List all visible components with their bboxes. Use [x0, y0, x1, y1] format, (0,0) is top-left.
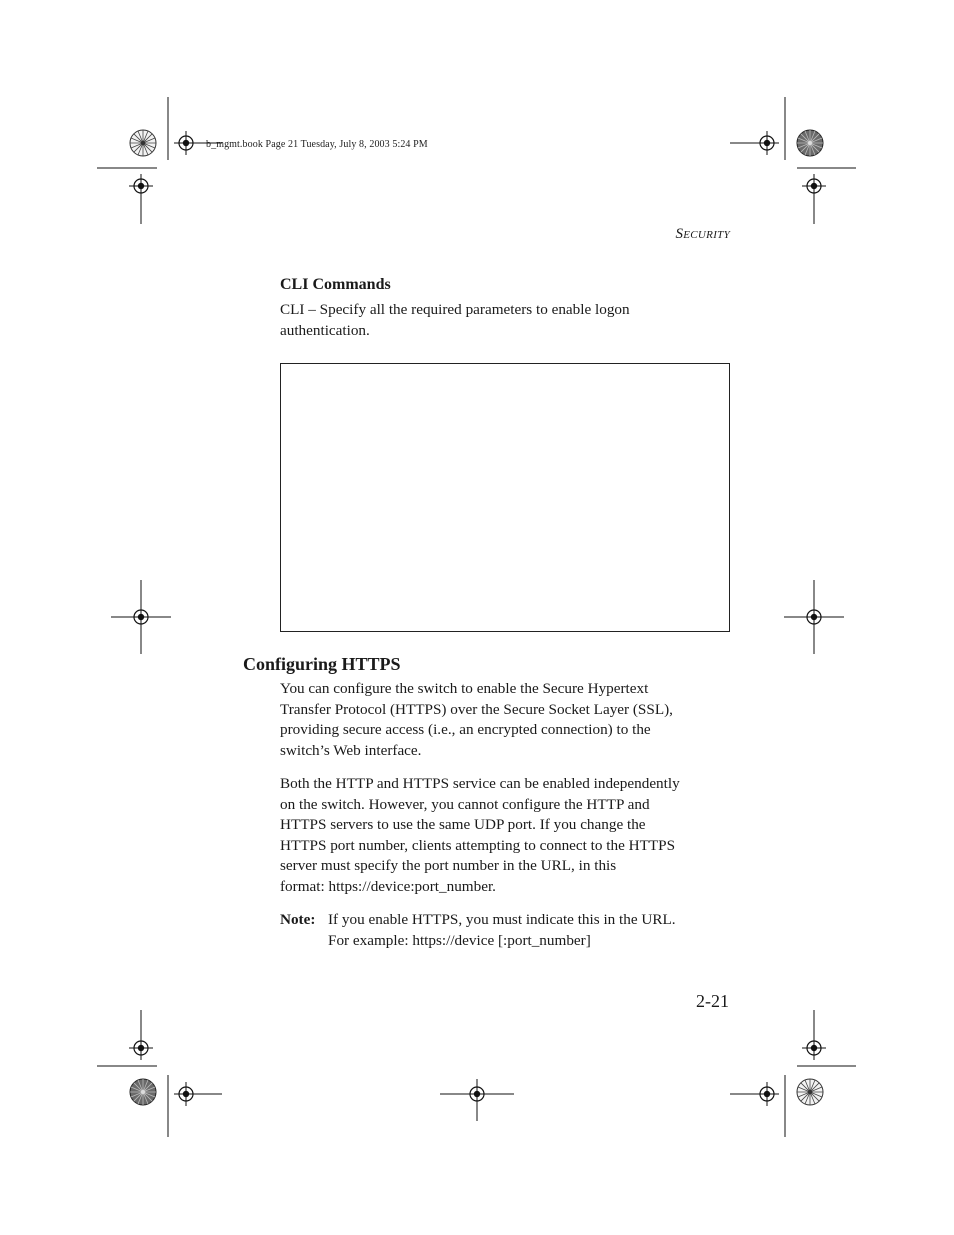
text-line: Both the HTTP and HTTPS service can be enabled independently: [280, 775, 680, 792]
text-line: Transfer Protocol (HTTPS) over the Secure Socket Layer (SSL),: [280, 700, 673, 718]
text-line: providing secure access (i.e., an encrypted connection) to the: [280, 721, 651, 738]
note-label: Note:: [280, 911, 316, 928]
book-slug: b_mgmt.book Page 21 Tuesday, July 8, 2003 5:24 PM: [206, 139, 428, 150]
text-line: If you enable HTTPS, you must indicate this in the URL.: [328, 911, 676, 928]
text-line: switch’s Web interface.: [280, 741, 422, 759]
text-line: HTTPS servers to use the same UDP port. If you change the: [280, 816, 646, 833]
cli-commands-heading: CLI Commands: [280, 276, 391, 293]
text-line: HTTPS port number, clients attempting to connect to the HTTPS: [280, 836, 676, 854]
page-number: 2-21: [696, 991, 729, 1011]
text-line: format: https://device:port_number.: [280, 877, 496, 895]
text-line: server must specify the port number in the URL, in this: [280, 857, 617, 874]
text-line: CLI – Specify all the required parameters to enable logon: [280, 301, 630, 318]
text-line: on the switch. However, you cannot configure the HTTP and: [280, 795, 650, 813]
text-line: authentication.: [280, 321, 370, 339]
running-head-initial: S: [675, 226, 684, 242]
text-line: For example: https://device [:port_number]: [328, 931, 591, 949]
text-line: You can configure the switch to enable the Secure Hypertext: [280, 680, 649, 697]
configuring-https-heading: Configuring HTTPS: [243, 654, 401, 674]
running-head-rest: ECURITY: [683, 229, 730, 241]
